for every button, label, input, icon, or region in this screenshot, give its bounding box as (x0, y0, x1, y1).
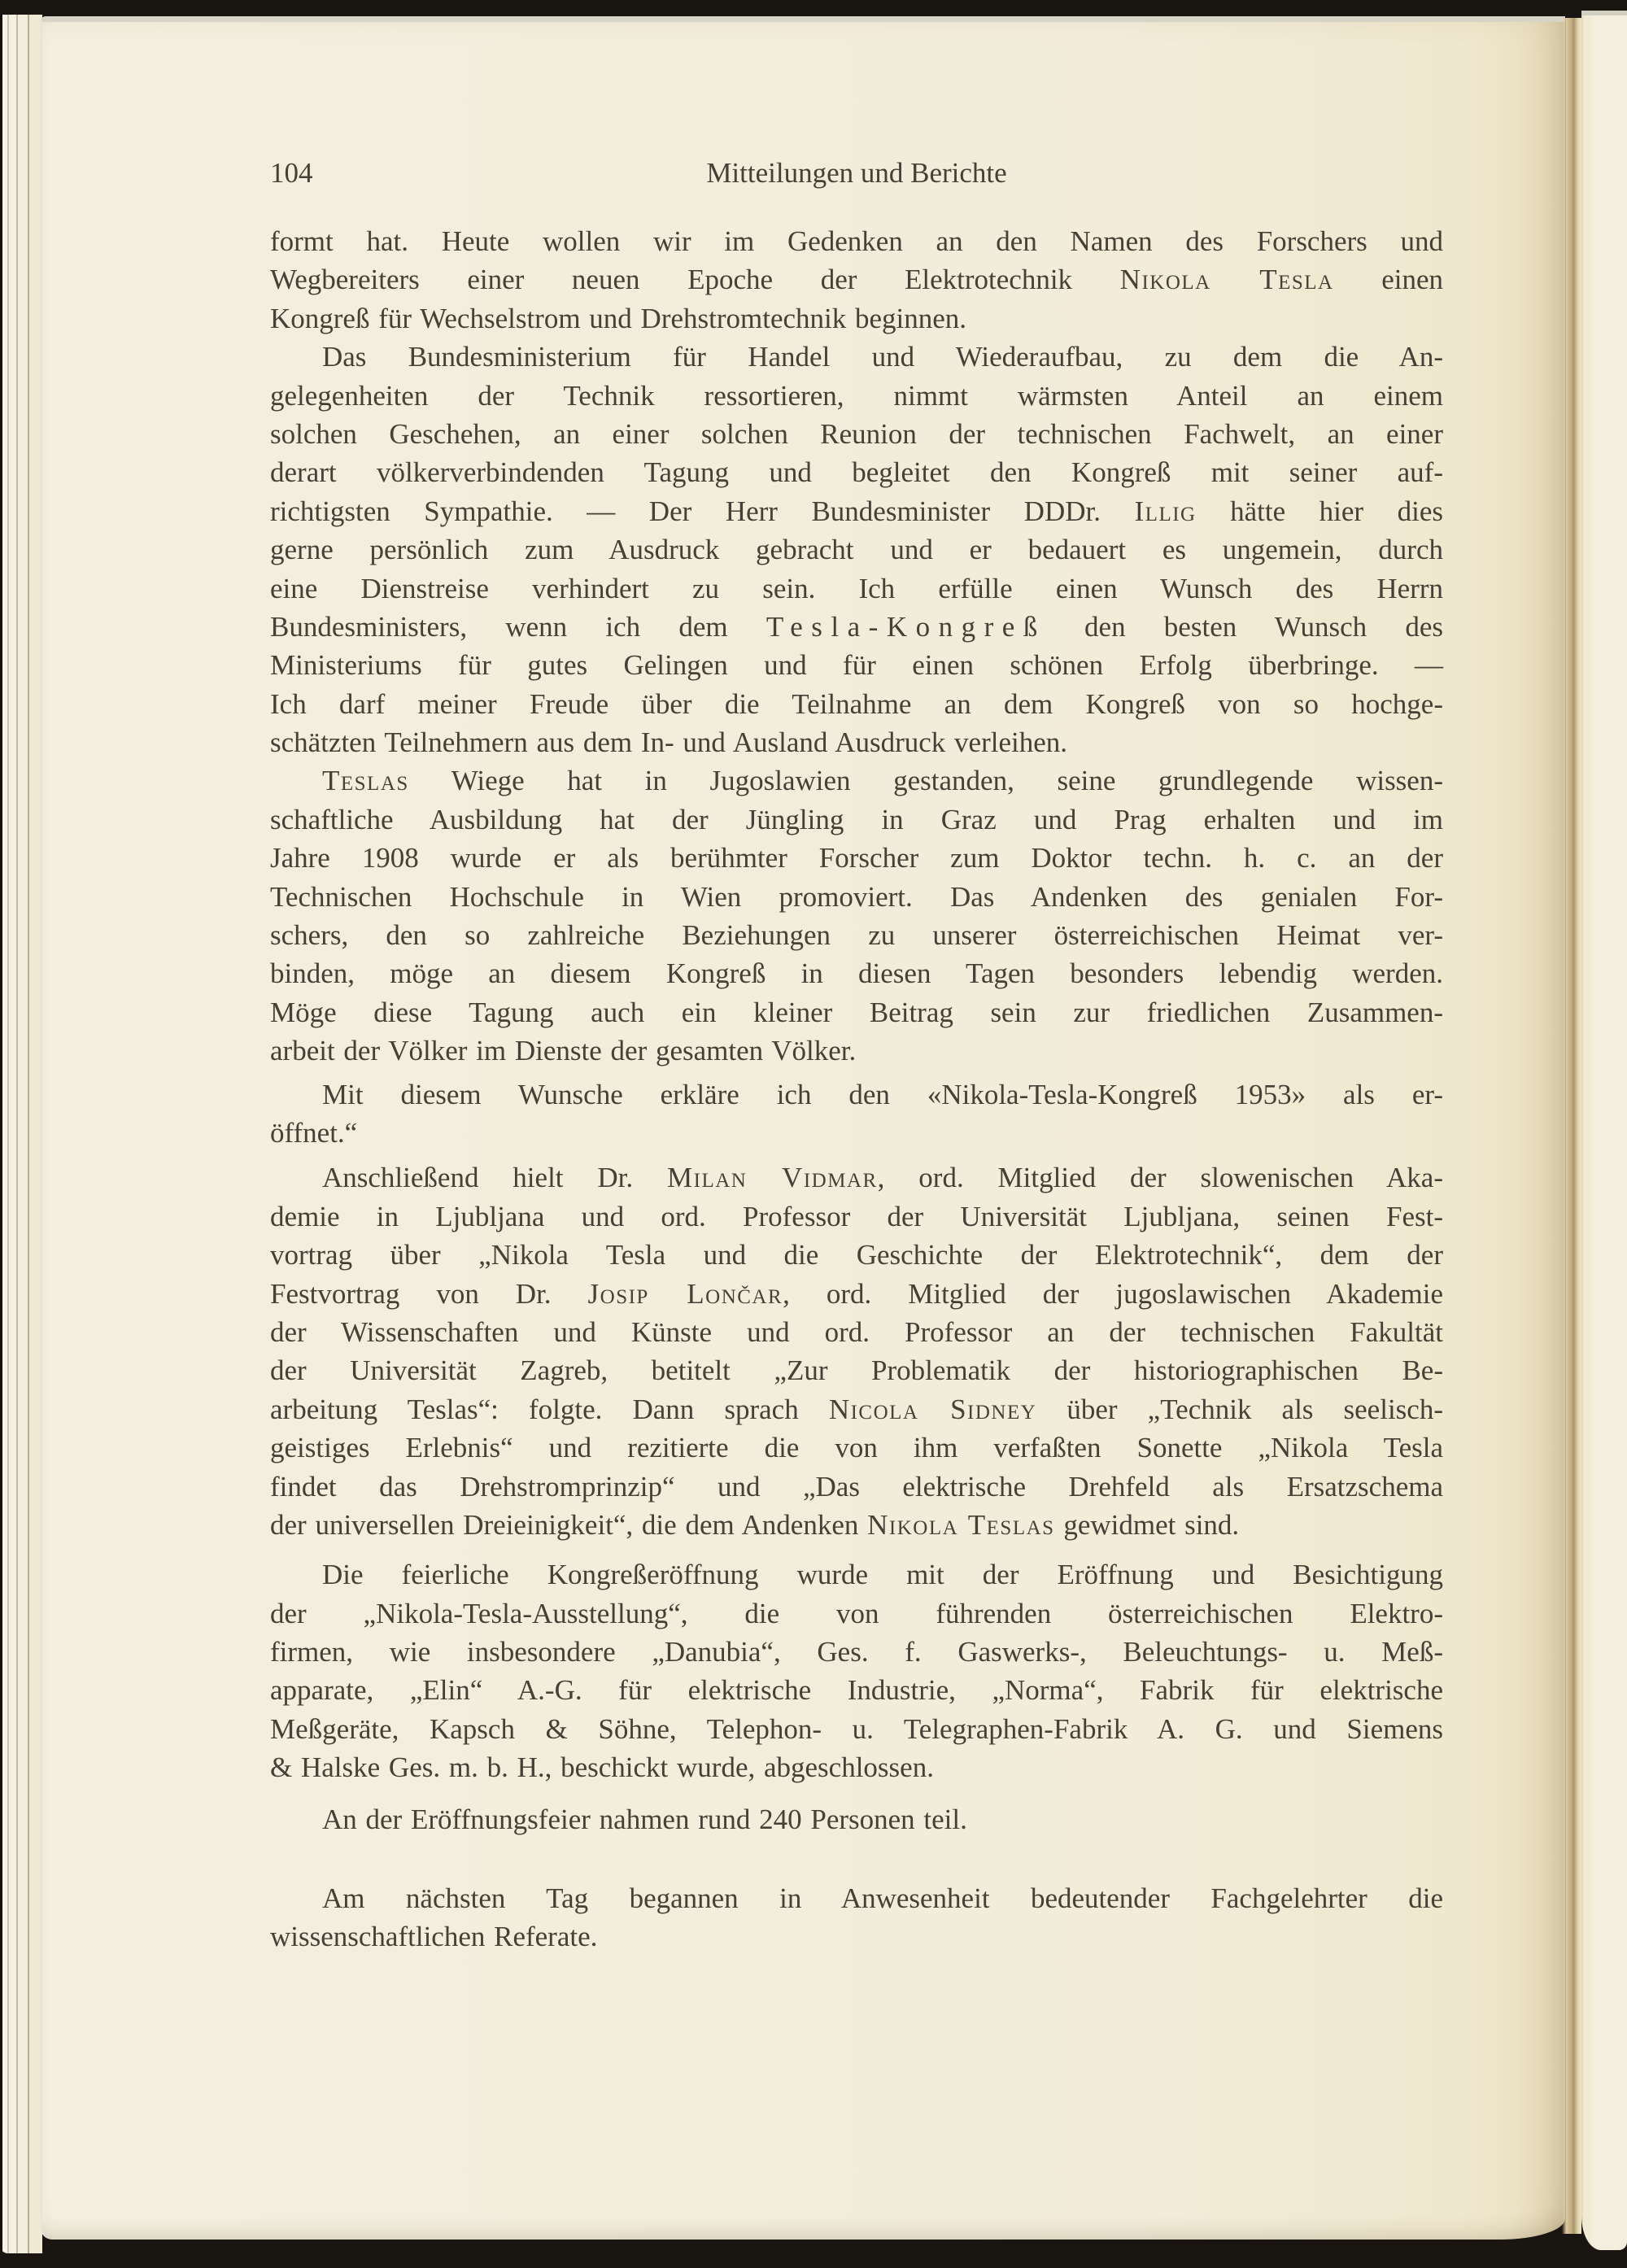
text-segment: geistiges Erlebnis“ und rezitierte die von ihm verfaßten Sonette „Nikola Tesla (270, 1432, 1443, 1464)
text-line (270, 1468, 1443, 1506)
text-segment: binden, möge an diesem Kongreß in diesen Tagen besonders lebendig werden. (270, 957, 1443, 990)
text-segment: der Wissenschaften und Künste und ord. Professor an der technischen Fakultät (270, 1315, 1443, 1348)
text-line (270, 1800, 1443, 1838)
text-segment: findet das Drehstromprinzip“ und „Das elektrische Drehfeld als Ersatzschema (270, 1470, 1443, 1503)
text-segment: richtigsten Sympathie. — Der Herr Bundesminister DDDr. (270, 495, 1135, 527)
text-segment: apparate, „Elin“ A.-G. für elektrische Industrie, „Norma“, Fabrik für elektrische (270, 1674, 1443, 1707)
text-line (270, 608, 1443, 646)
text-segment: Am nächsten Tag begannen in Anwesenheit bedeutender Fachgelehrter die (322, 1882, 1443, 1915)
text-line (270, 916, 1443, 954)
paragraph (270, 1800, 1443, 1838)
text-line (270, 1351, 1443, 1389)
page-header (270, 154, 1443, 193)
paragraph (270, 761, 1443, 1070)
text-segment: schers, den so zahlreiche Beziehungen zu unserer österreichischen Heimat ver- (270, 919, 1443, 952)
text-segment: Wiege hat in Jugoslawien gestanden, seine grundlegende wissen- (408, 765, 1443, 797)
text-line (270, 1236, 1443, 1274)
text-segment: demie in Ljubljana und ord. Professor der Universität Ljubljana, seinen Fest- (270, 1200, 1443, 1232)
text-line (270, 222, 1443, 260)
text-segment: Das Bundesministerium für Handel und Wiederaufbau, zu dem die An- (322, 341, 1443, 373)
text-segment: der universellen Dreieinigkeit“, die dem Andenken (270, 1508, 868, 1541)
text-segment: der „Nikola-Tesla-Ausstellung“, die von führenden österreichischen Elektro- (270, 1597, 1443, 1629)
text-segment: & Halske Ges. m. b. H., beschickt wurde, abgeschlossen. (270, 1751, 934, 1784)
text-segment: Die feierliche Kongreßeröffnung wurde mit der Eröffnung und Besichtigung (322, 1559, 1443, 1591)
text-line (270, 1428, 1443, 1467)
text-line (270, 1917, 1443, 1956)
text-line (270, 260, 1443, 299)
paragraph (270, 338, 1443, 761)
text-line (270, 1275, 1443, 1313)
text-segment: , ord. Mitglied der jugoslawischen Akademie (783, 1277, 1443, 1310)
text-line (270, 1671, 1443, 1709)
text-segment: Meßgeräte, Kapsch & Söhne, Telephon- u. Telegraphen-Fabrik A. G. und Siemens (270, 1712, 1443, 1745)
paragraph (270, 1555, 1443, 1786)
text-segment: einen (1333, 264, 1443, 296)
text-line (270, 839, 1443, 877)
small-caps-name: Illig (1134, 495, 1197, 527)
text-line (270, 800, 1443, 839)
text-segment: gelegenheiten der Technik ressortieren, nimmt wärmsten Anteil an einem (270, 379, 1443, 412)
text-line (270, 646, 1443, 684)
text-segment: formt hat. Heute wollen wir im Gedenken an den Namen des Forschers und (270, 225, 1443, 257)
text-segment: gewidmet sind. (1054, 1508, 1240, 1541)
text-line (270, 723, 1443, 761)
text-segment: Ministeriums für gutes Gelingen und für einen schönen Erfolg überbringe. — (270, 649, 1443, 682)
text-segment: öffnet.“ (270, 1116, 358, 1149)
book-page (41, 16, 1565, 2240)
text-line (270, 299, 1443, 338)
text-line (270, 954, 1443, 992)
text-line (270, 415, 1443, 453)
text-segment: über „Technik als seelisch- (1036, 1393, 1443, 1425)
text-line (270, 1313, 1443, 1351)
text-segment: vortrag über „Nikola Tesla und die Geschichte der Elektrotechnik“, dem der (270, 1239, 1443, 1271)
text-line (270, 1594, 1443, 1633)
gutter-shadow (1562, 18, 1581, 2234)
text-line (270, 377, 1443, 415)
text-segment: eine Dienstreise verhindert zu sein. Ich erfülle einen Wunsch des Herrn (270, 572, 1443, 604)
text-segment: wissenschaftlichen Referate. (270, 1921, 598, 1953)
text-segment: Möge diese Tagung auch ein kleiner Beitrag sein zur friedlichen Zusammen- (270, 996, 1443, 1028)
page-number: 104 (270, 157, 313, 189)
text-segment: den besten Wunsch des (1045, 610, 1443, 643)
text-segment: firmen, wie insbesondere „Danubia“, Ges. f. Gaswerks-, Beleuchtungs- u. Meß- (270, 1636, 1443, 1668)
text-line (270, 1710, 1443, 1748)
text-segment: schätzten Teilnehmern aus dem In- und Ausland Ausdruck verleihen. (270, 726, 1068, 759)
text-segment: schaftliche Ausbildung hat der Jüngling in Graz und Prag erhalten und im (270, 803, 1443, 835)
text-segment: Anschließend hielt Dr. (322, 1162, 667, 1194)
text-segment: Mit diesem Wunsche erkläre ich den «Nikola-Tesla-Kongreß 1953» als er- (322, 1078, 1443, 1110)
text-line (270, 761, 1443, 800)
text-line (270, 453, 1443, 491)
text-line (270, 1633, 1443, 1671)
text-segment: Ich darf meiner Freude über die Teilnahme an dem Kongreß von so hochge- (270, 687, 1443, 720)
adjacent-page-sliver (1581, 11, 1627, 2250)
paragraph (270, 1075, 1443, 1153)
text-line (270, 1879, 1443, 1917)
text-segment: Festvortrag von Dr. (270, 1277, 588, 1310)
text-segment: , ord. Mitglied der slowenischen Aka- (877, 1162, 1443, 1194)
text-segment: arbeit der Völker im Dienste der gesamten Völker. (270, 1035, 857, 1067)
text-line (270, 1158, 1443, 1197)
running-header: Mitteilungen und Berichte (706, 157, 1007, 189)
text-segment: Wegbereiters einer neuen Epoche der Elektrotechnik (270, 264, 1120, 296)
small-caps-name: Nikola Teslas (867, 1508, 1055, 1541)
text-line (270, 569, 1443, 608)
page-text (270, 222, 1443, 1956)
text-segment: hätte hier dies (1196, 495, 1443, 527)
paragraph (270, 1879, 1443, 1956)
text-line (270, 1390, 1443, 1428)
text-line (270, 685, 1443, 723)
text-segment: An der Eröffnungsfeier nahmen rund 240 Personen teil. (322, 1803, 967, 1835)
text-line (270, 492, 1443, 530)
small-caps-name: Josip Lončar (587, 1277, 783, 1310)
text-segment: derart völkerverbindenden Tagung und begleitet den Kongreß mit seiner auf- (270, 456, 1443, 489)
text-line (270, 1075, 1443, 1114)
text-segment: arbeitung Teslas“: folgte. Dann sprach (270, 1393, 829, 1425)
text-line (270, 993, 1443, 1032)
paragraph (270, 222, 1443, 338)
page-edges-left (0, 15, 42, 2253)
small-caps-name: Nikola Tesla (1119, 264, 1334, 296)
text-segment: gerne persönlich zum Ausdruck gebracht und er bedauert es ungemein, durch (270, 534, 1443, 566)
text-line (270, 1506, 1443, 1544)
text-segment: Kongreß für Wechselstrom und Drehstromtechnik beginnen. (270, 302, 967, 334)
small-caps-name: Teslas (322, 765, 409, 797)
text-line (270, 1032, 1443, 1070)
text-segment: Technischen Hochschule in Wien promoviert. Das Andenken des genialen For- (270, 880, 1443, 913)
text-segment: Bundesministers, wenn ich dem (270, 610, 766, 643)
text-segment: solchen Geschehen, an einer solchen Reunion der technischen Fachwelt, an einer (270, 417, 1443, 450)
text-segment: Tesla-Kongreß (766, 610, 1046, 643)
text-line (270, 1555, 1443, 1594)
text-segment: Jahre 1908 wurde er als berühmter Forscher zum Doktor techn. h. c. an der (270, 842, 1443, 874)
text-line (270, 1748, 1443, 1786)
paragraph (270, 1158, 1443, 1544)
small-caps-name: Milan Vidmar (667, 1162, 878, 1194)
text-line (270, 1197, 1443, 1236)
text-line (270, 338, 1443, 376)
text-segment: der Universität Zagreb, betitelt „Zur Problematik der historiographischen Be- (270, 1354, 1443, 1387)
text-line (270, 878, 1443, 916)
small-caps-name: Nicola Sidney (828, 1393, 1037, 1425)
text-line (270, 1114, 1443, 1152)
text-line (270, 530, 1443, 569)
